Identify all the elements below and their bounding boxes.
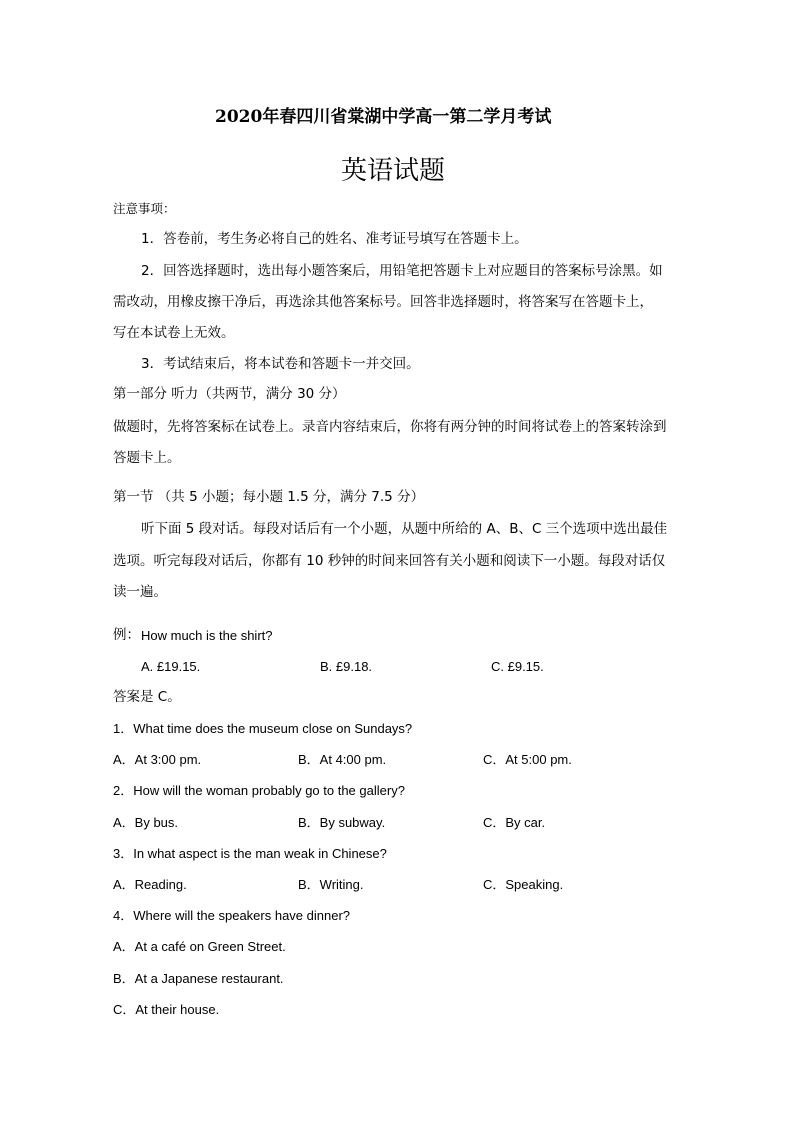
example-answer: 答案是 C。 <box>113 689 181 705</box>
notice-item-2-line-1: 2．回答选择题时，选出每小题答案后，用铅笔把答题卡上对应题目的答案标号涂黑。如 <box>141 263 663 279</box>
question-2-option-c: C．By car. <box>483 815 546 830</box>
notice-heading: 注意事项： <box>113 201 176 216</box>
example-option-a: A. £19.15. <box>141 659 201 674</box>
notice-item-2-line-3: 写在本试卷上无效。 <box>113 325 235 341</box>
example-option-b: B. £9.18. <box>320 659 373 674</box>
question-3-option-b: B．Writing. <box>298 877 364 892</box>
part1-heading: 第一部分 听力（共两节，满分 30 分） <box>113 386 346 402</box>
exam-subtitle: 英语试题 <box>341 156 446 186</box>
section1-desc-line-1: 听下面 5 段对话。每段对话后有一个小题，从题中所给的 A、B、C 三个选项中选出最佳 <box>141 521 668 537</box>
question-3-option-a: A．Reading. <box>113 877 187 892</box>
question-4-option-c: C．At their house. <box>113 1002 220 1017</box>
part1-instruction-line-2: 答题卡上。 <box>113 450 181 466</box>
question-3: 3．In what aspect is the man weak in Chinese? <box>113 846 387 861</box>
section1-desc-line-3: 读一遍。 <box>113 584 167 600</box>
question-2: 2．How will the woman probably go to the gallery? <box>113 783 405 798</box>
question-4: 4．Where will the speakers have dinner? <box>113 908 351 923</box>
question-4-option-a: A．At a café on Green Street. <box>113 939 286 954</box>
question-2-option-b: B．By subway. <box>298 815 386 830</box>
question-1-option-c: C．At 5:00 pm. <box>483 752 572 767</box>
question-4-option-b: B．At a Japanese restaurant. <box>113 971 284 986</box>
notice-item-1: 1．答卷前，考生务必将自己的姓名、准考证号填写在答题卡上。 <box>141 231 528 247</box>
question-1: 1．What time does the museum close on Sundays? <box>113 721 413 736</box>
question-1-option-b: B．At 4:00 pm. <box>298 752 387 767</box>
section1-desc-line-2: 选项。听完每段对话后，你都有 10 秒钟的时间来回答有关小题和阅读下一小题。每段对话仅 <box>113 553 666 569</box>
example-label: 例： <box>113 627 140 643</box>
part1-instruction-line-1: 做题时，先将答案标在试卷上。录音内容结束后，你将有两分钟的时间将试卷上的答案转涂到 <box>113 419 667 435</box>
notice-item-2-line-2: 需改动，用橡皮擦干净后，再选涂其他答案标号。回答非选择题时，将答案写在答题卡上， <box>113 294 653 310</box>
question-2-option-a: A．By bus. <box>113 815 179 830</box>
section1-heading: 第一节 （共 5 小题；每小题 1.5 分，满分 7.5 分） <box>113 489 425 505</box>
notice-item-3: 3．考试结束后，将本试卷和答题卡一并交回。 <box>141 356 420 372</box>
question-3-option-c: C．Speaking. <box>483 877 564 892</box>
exam-title: 2020年春四川省棠湖中学高一第二学月考试 <box>215 107 552 127</box>
example-question: How much is the shirt? <box>141 628 273 643</box>
question-1-option-a: A．At 3:00 pm. <box>113 752 202 767</box>
example-option-c: C. £9.15. <box>491 659 544 674</box>
